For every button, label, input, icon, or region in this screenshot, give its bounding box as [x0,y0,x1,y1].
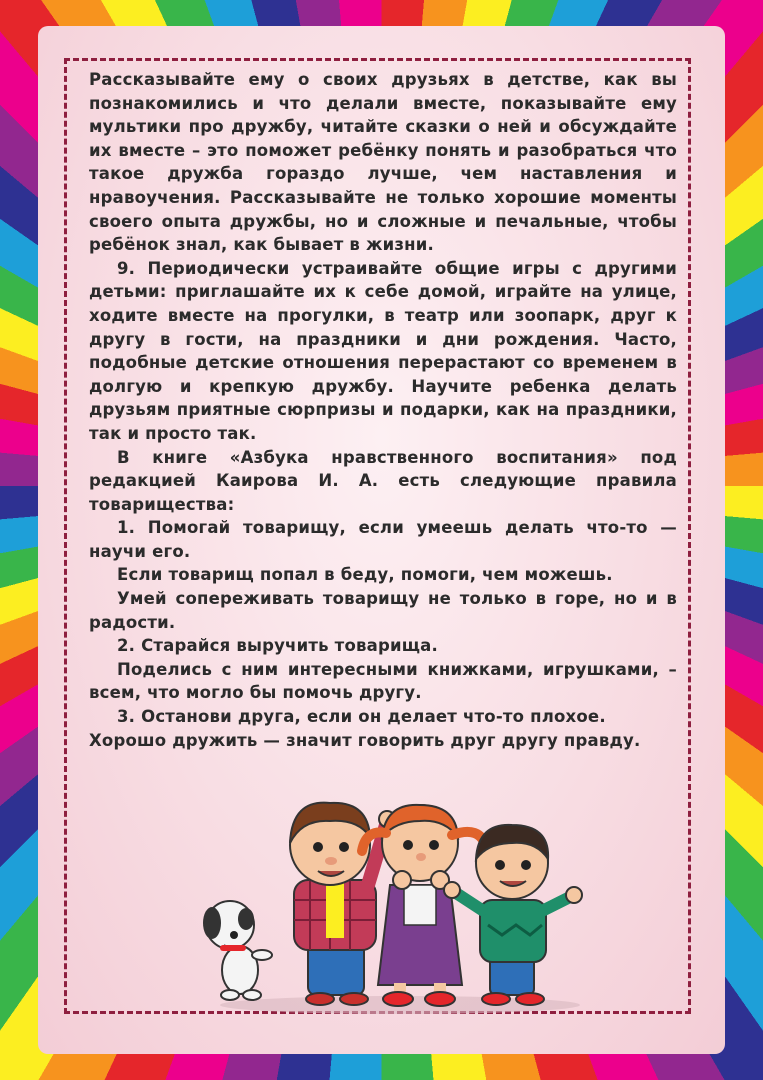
boy-right-icon [444,825,582,1005]
rule-item: 2. Старайся выручить товарища. [117,636,438,656]
rule-item: Если товарищ попал в беду, помоги, чем можешь. [117,565,613,585]
article-text [89,68,677,752]
rule-item: 1. Помогай товарищу, если умеешь делать что-то — научи его. [89,518,677,561]
rule-item: Поделись с ним интересными книжками, игрушками, – всем, что могло бы помочь другу. [89,659,677,703]
paragraph: В книге «Азбука нравственного воспитания» под редакцией Каирова И. А. есть следующие правила товарищества: [89,447,677,514]
paragraph: Рассказывайте ему о своих друзьях в детстве, как вы познакомились и что делали вместе, показывайте ему мультики про дружбу, читайте сказки о ней и обсуждайте их вместе – это поможет ребёнку понять и разобраться что такое дружба гораздо лучше, чем наставления и нравоучения. Рассказывайте не только хорошие моменты своего опыта дружбы, но и сложные и печальные, чтобы ребёнок знал, как бывает в жизни. [89,70,677,255]
rule-item: Умей сопереживать товарищу не только в горе, но и в радости. [89,589,677,632]
paragraph: 9. Периодически устраивайте общие игры с другими детьми: приглашайте их к себе домой, играйте на улице, ходите вместе на прогулки, в театр или зоопарк, друг к другу в гости, на праздники и дни рождения. Часто, подобные детские отношения перерастают со временем в долгую и крепкую дружбу. Научите ребенка делать друзьям приятные сюрпризы и подарки, как на праздники, так и просто так. [89,258,677,443]
rule-item: 3. Останови друга, если он делает что-то плохое. [117,707,606,727]
children-illustration [190,785,590,1015]
dog-icon [203,901,272,1000]
rule-item: Хорошо дружить — значит говорить друг другу правду. [89,730,641,750]
